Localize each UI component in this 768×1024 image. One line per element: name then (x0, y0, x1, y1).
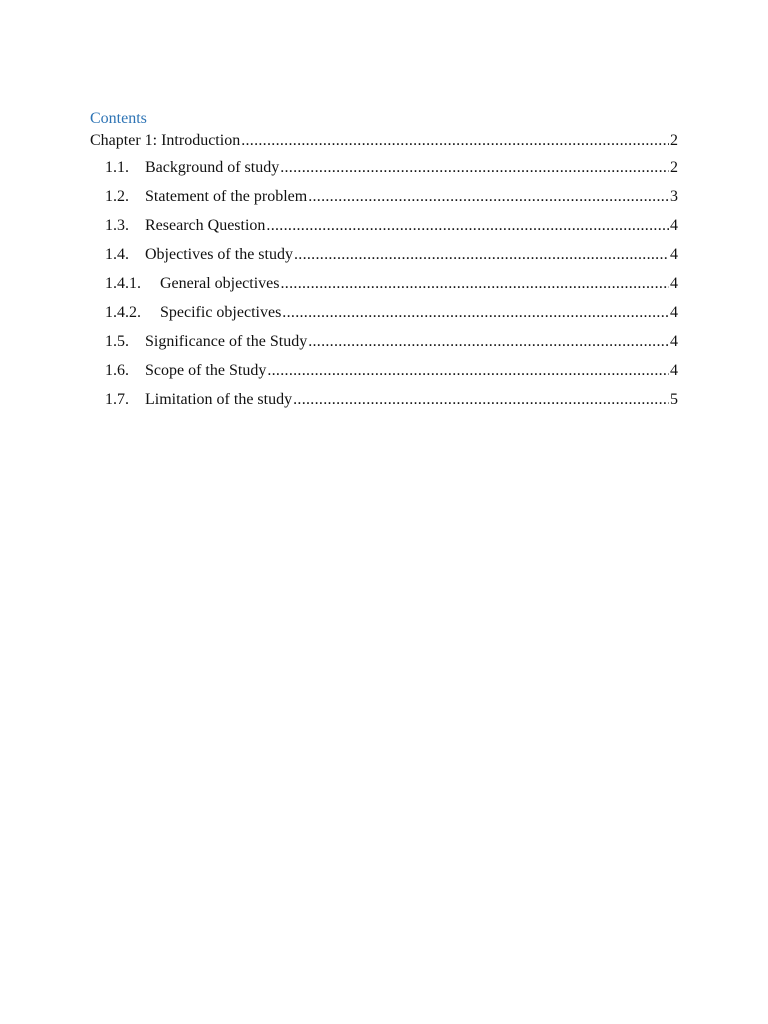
toc-heading: Contents (90, 110, 147, 127)
toc-entry-title[interactable]: Significance of the Study (145, 333, 308, 350)
toc-entry-page-number: 5 (670, 391, 678, 408)
table-of-contents (90, 108, 678, 420)
toc-entry-page-number: 4 (670, 275, 678, 292)
toc-dot-leader (280, 159, 669, 177)
toc-entry-title[interactable]: Specific objectives (160, 304, 282, 321)
toc-dot-leader (294, 246, 669, 264)
toc-entry-title[interactable]: Background of study (145, 159, 280, 176)
toc-entry-title[interactable]: Scope of the Study (145, 362, 267, 379)
toc-entry-number: 1.2. (105, 188, 129, 205)
toc-entry-title[interactable]: Objectives of the study (145, 246, 293, 263)
toc-entry-number: 1.6. (105, 362, 129, 379)
toc-entry[interactable] (90, 217, 678, 246)
toc-entry[interactable] (90, 246, 678, 275)
toc-dot-leader (241, 132, 669, 150)
toc-entry-title[interactable]: Statement of the problem (145, 188, 308, 205)
toc-entry-page-number: 2 (670, 159, 678, 176)
toc-entry-page-number: 4 (670, 217, 678, 234)
toc-dot-leader (266, 217, 669, 235)
toc-entry[interactable] (90, 159, 678, 188)
toc-entry[interactable] (90, 275, 678, 304)
toc-entry-title[interactable]: Limitation of the study (145, 391, 293, 408)
toc-entry[interactable] (90, 304, 678, 333)
toc-entry-list (90, 132, 678, 420)
toc-entry-number: 1.4.2. (105, 304, 141, 321)
toc-dot-leader (308, 188, 669, 206)
toc-entry[interactable] (90, 188, 678, 217)
toc-entry[interactable] (90, 333, 678, 362)
toc-entry-page-number: 4 (670, 362, 678, 379)
toc-entry-page-number: 3 (670, 188, 678, 205)
toc-entry-number: 1.4.1. (105, 275, 141, 292)
toc-entry[interactable] (90, 391, 678, 420)
toc-dot-leader (308, 333, 669, 351)
toc-entry-number: 1.7. (105, 391, 129, 408)
toc-dot-leader (281, 275, 670, 293)
toc-entry-title[interactable]: Research Question (145, 217, 266, 234)
toc-entry[interactable] (90, 362, 678, 391)
toc-entry-number: 1.4. (105, 246, 129, 263)
toc-dot-leader (267, 362, 669, 380)
toc-entry-number: 1.1. (105, 159, 129, 176)
toc-entry[interactable] (90, 132, 678, 159)
toc-entry-page-number: 4 (670, 333, 678, 350)
toc-entry-page-number: 2 (670, 132, 678, 149)
toc-entry-page-number: 4 (670, 304, 678, 321)
toc-dot-leader (293, 391, 669, 409)
toc-dot-leader (282, 304, 669, 322)
toc-entry-number: 1.5. (105, 333, 129, 350)
toc-entry-number: 1.3. (105, 217, 129, 234)
toc-entry-title[interactable]: General objectives (160, 275, 280, 292)
toc-entry-page-number: 4 (670, 246, 678, 263)
toc-entry-title[interactable]: Chapter 1: Introduction (90, 132, 241, 149)
